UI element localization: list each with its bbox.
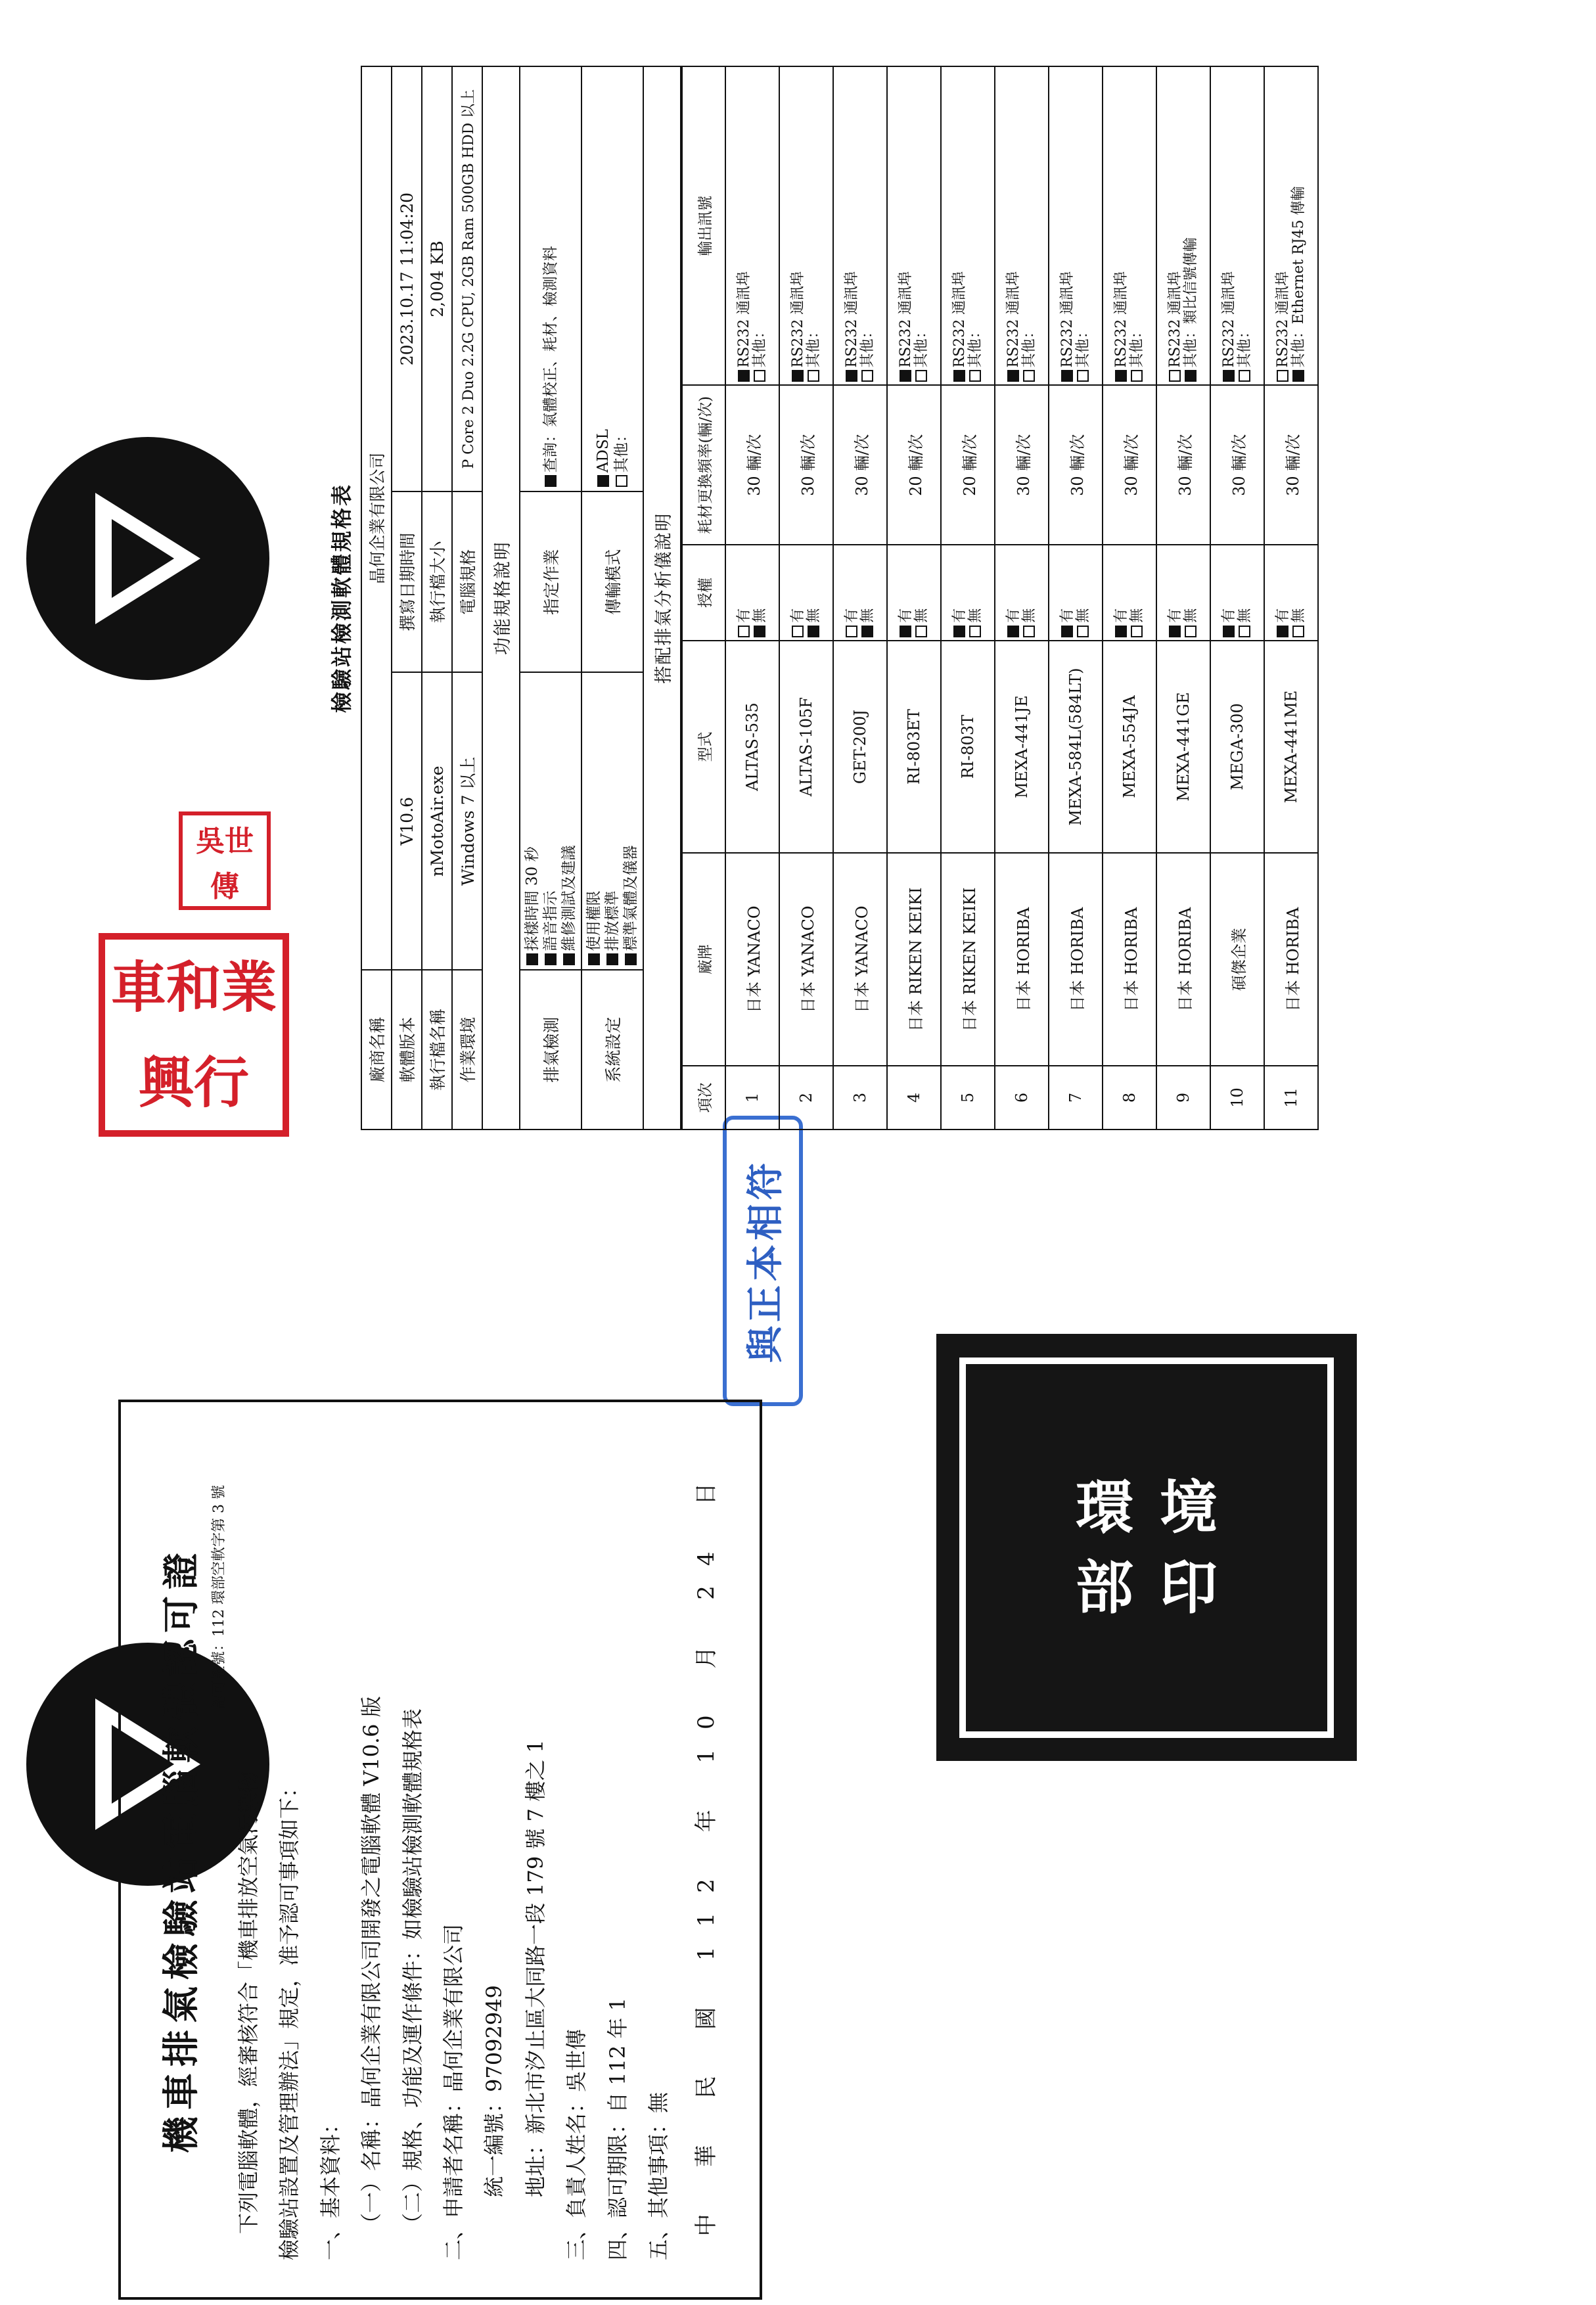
row-output [1156, 66, 1210, 385]
table-row [995, 66, 1049, 1130]
option-label: 維修測試及建議 [560, 845, 578, 951]
row-no: 11 [1264, 1066, 1318, 1130]
hw-label: 電腦規格 [452, 491, 482, 672]
row-output [1264, 66, 1318, 385]
checkbox-icon [1077, 626, 1089, 637]
row-auth: 有 無 [1103, 545, 1156, 641]
certificate-number: 認可證號：112 環部空軟字第 3 號 [211, 1485, 227, 1709]
intro-line-1: 下列電腦軟體，經審核符合「機車排放空氣污染物 [236, 1771, 261, 2234]
stamp-char: 傳 [210, 869, 239, 903]
seal-char: 環 [1075, 1472, 1133, 1541]
checkbox-icon [1061, 370, 1073, 382]
checkbox-icon [808, 626, 819, 637]
checkbox-icon [1185, 370, 1197, 382]
checkbox-icon [915, 370, 927, 382]
row-freq: 20 輛/次 [887, 385, 941, 545]
table-row [1156, 66, 1210, 1130]
checkbox-icon [1115, 370, 1127, 382]
checkbox-icon [1292, 626, 1304, 637]
output-other-label: 其他： [967, 324, 984, 368]
checkbox-icon [1277, 626, 1288, 637]
row-brand: 日本 HORIBA [995, 853, 1049, 1066]
row-brand: 日本 YANACO [725, 853, 779, 1066]
checkbox-icon [545, 953, 557, 965]
col-model: 型式 [682, 641, 725, 854]
row-freq: 30 輛/次 [1156, 385, 1210, 545]
stamp-char: 世 [225, 824, 254, 858]
row-no: 2 [779, 1066, 833, 1130]
checkbox-icon [1061, 626, 1073, 637]
row-model: MEXA-441ME [1264, 641, 1318, 854]
output-other-label: 其他： [752, 324, 769, 368]
row-brand: 日本 RIKEN KEIKI [887, 853, 941, 1066]
table-row [887, 66, 941, 1130]
certificate-frame [118, 1400, 762, 2300]
row-output [779, 66, 833, 385]
checkbox-icon [1131, 370, 1143, 382]
applicant-address: 地址：新北市汐止區大同路一段 179 號 7 樓之 1 [522, 1739, 548, 2197]
stamp-char: 業 [221, 954, 277, 1020]
output-other-label: 其他： [1237, 324, 1254, 368]
table-row [725, 66, 779, 1130]
row-model: MEXA-584L(584LT) [1049, 641, 1103, 854]
applicant-name: 二、申請者名稱：晶何企業有限公司 [440, 1923, 466, 2260]
checkbox-icon [1169, 626, 1181, 637]
output-label: RS232 通訊埠 [790, 271, 807, 368]
checkbox-icon [969, 626, 981, 637]
seal-char: 印 [1159, 1553, 1218, 1622]
spec-sheet-title: 檢驗站檢測軟體規格表 [329, 483, 354, 714]
output-other-label: 其他： [1075, 324, 1092, 368]
exe-name-value: nMotoAir.exe [422, 672, 452, 970]
row-no: 9 [1156, 1066, 1210, 1130]
checkbox-icon [1239, 370, 1250, 382]
row-output [887, 66, 941, 385]
row-output [1210, 66, 1264, 385]
row-output [1049, 66, 1103, 385]
owner-name: 三、負責人姓名：吳世傳 [564, 2028, 589, 2260]
checkbox-icon [1277, 370, 1288, 382]
system-setting-options [581, 672, 643, 970]
row-brand: 日本 HORIBA [1103, 853, 1156, 1066]
stamp-char: 車 [110, 954, 166, 1020]
row-auth: 有 無 [1210, 545, 1264, 641]
checkbox-icon [606, 953, 618, 965]
checkbox-icon [900, 626, 911, 637]
row-brand: 日本 HORIBA [1049, 853, 1103, 1066]
row-output [725, 66, 779, 385]
option-label: 採樣時間 30 秒 [524, 846, 541, 951]
version-label: 軟體版本 [392, 970, 422, 1130]
vendor-label: 廠商名稱 [361, 970, 392, 1130]
spec-sheet [325, 66, 1416, 1130]
row-auth: 有 無 [1264, 545, 1318, 641]
checkbox-icon [1223, 626, 1235, 637]
row-no: 10 [1210, 1066, 1264, 1130]
row-freq: 30 輛/次 [1210, 385, 1264, 545]
row-no: 7 [1049, 1066, 1103, 1130]
intro-line-2: 檢驗站設置及管理辦法」規定，准予認可事項如下： [277, 1776, 302, 2260]
emission-test-options [520, 672, 581, 970]
blue-verify-stamp: 與正本相符 [723, 1116, 803, 1406]
checkbox-icon [792, 626, 804, 637]
checkbox-icon [1115, 626, 1127, 637]
row-model: RI-803ET [887, 641, 941, 854]
row-freq: 20 輛/次 [941, 385, 995, 545]
col-no: 項次 [682, 1066, 725, 1130]
row-brand: 日本 YANACO [779, 853, 833, 1066]
option-label: 其他： [613, 427, 631, 473]
build-time-label: 撰寫日期時間 [392, 491, 422, 672]
checkbox-icon [754, 626, 765, 637]
exe-size-label: 執行檔大小 [422, 491, 452, 672]
row-brand: 日本 HORIBA [1156, 853, 1210, 1066]
row-no: 3 [833, 1066, 887, 1130]
table-row [1103, 66, 1156, 1130]
row-freq: 30 輛/次 [1049, 385, 1103, 545]
checkbox-icon [1023, 626, 1035, 637]
stamp-char: 行 [194, 1049, 250, 1115]
row-model: GET-200J [833, 641, 887, 854]
function-spec-header: 功能規格說明 [482, 66, 520, 1130]
checkbox-icon [900, 370, 911, 382]
output-other-label: 其他：類比信號傳輸 [1183, 237, 1200, 368]
option-label: ADSL [595, 429, 612, 473]
logo-top [26, 437, 269, 680]
version-value: V10.6 [392, 672, 422, 970]
checkbox-icon [1023, 370, 1035, 382]
exe-name-label: 執行檔名稱 [422, 970, 452, 1130]
row-brand: 日本 YANACO [833, 853, 887, 1066]
row-no: 4 [887, 1066, 941, 1130]
output-label: RS232 通訊埠 [1005, 271, 1022, 368]
output-label: RS232 通訊埠 [736, 271, 753, 368]
stamp-char: 吳 [196, 824, 225, 858]
col-output: 輸出訊號 [682, 66, 725, 385]
row-auth: 有 無 [779, 545, 833, 641]
seal-char: 境 [1159, 1472, 1218, 1541]
row-auth: 有 無 [995, 545, 1049, 641]
row-model: MEGA-300 [1210, 641, 1264, 854]
output-other-label: 其他： [1021, 324, 1038, 368]
row-freq: 30 輛/次 [1103, 385, 1156, 545]
checkbox-icon [616, 475, 627, 487]
output-label: RS232 通訊埠 [1113, 271, 1130, 368]
checkbox-icon [1007, 626, 1019, 637]
output-label: RS232 通訊埠 [1059, 271, 1076, 368]
checkbox-icon [1292, 370, 1304, 382]
checkbox-icon [1223, 370, 1235, 382]
checkbox-icon [563, 953, 575, 965]
checkbox-icon [915, 626, 927, 637]
row-auth: 有 無 [887, 545, 941, 641]
row-freq: 30 輛/次 [833, 385, 887, 545]
checkbox-icon [953, 370, 965, 382]
row-model: ALTAS-105F [779, 641, 833, 854]
analyzer-header: 搭配排氣分析儀說明 [643, 66, 681, 1130]
checkbox-icon [846, 370, 857, 382]
row-output [995, 66, 1049, 385]
row-no: 5 [941, 1066, 995, 1130]
row-output [941, 66, 995, 385]
option-label: 標準氣體及儀器 [622, 845, 640, 951]
checkbox-icon [545, 475, 557, 487]
basic-heading: 一、基本資料： [317, 2112, 343, 2260]
row-freq: 30 輛/次 [995, 385, 1049, 545]
red-company-stamp [99, 933, 289, 1137]
row-model: MEXA-554JA [1103, 641, 1156, 854]
table-row [941, 66, 995, 1130]
table-row [779, 66, 833, 1130]
certificate-title: 機車排氣檢驗站電腦軟體認可證 [160, 1546, 203, 2153]
option-label: 語音指示 [542, 890, 560, 951]
checkbox-icon [738, 626, 750, 637]
row-model: MEXA-441JE [995, 641, 1049, 854]
table-row [1210, 66, 1264, 1130]
software-name: （一）名稱：晶何企業有限公司開發之電腦軟體 V10.6 版 [359, 1696, 384, 2234]
checkbox-icon [1007, 370, 1019, 382]
row-freq: 30 輛/次 [725, 385, 779, 545]
checkbox-icon [808, 370, 819, 382]
checkbox-icon [1077, 370, 1089, 382]
row-auth: 有 無 [725, 545, 779, 641]
assigned-task-label: 指定作業 [520, 491, 581, 672]
checkbox-icon [953, 626, 965, 637]
software-info-table [361, 66, 681, 1130]
row-no: 8 [1103, 1066, 1156, 1130]
checkbox-icon [846, 626, 857, 637]
checkbox-icon [738, 370, 750, 382]
row-auth: 有 無 [833, 545, 887, 641]
other-items: 五、其他事項：無 [645, 2091, 671, 2260]
row-auth: 有 無 [1156, 545, 1210, 641]
checkbox-icon [1239, 626, 1250, 637]
assigned-task-options [520, 66, 581, 491]
row-model: RI-803T [941, 641, 995, 854]
row-model: ALTAS-535 [725, 641, 779, 854]
hw-value: P Core 2 Duo 2.2G CPU, 2GB Ram 500GB HDD 以上 [452, 66, 482, 491]
system-setting-label: 系統設定 [581, 970, 643, 1130]
output-other-label: 其他： [859, 324, 877, 368]
output-label: RS232 通訊埠 [898, 271, 915, 368]
col-brand: 廠牌 [682, 853, 725, 1066]
row-auth: 有 無 [1049, 545, 1103, 641]
applicant-uid: 統一編號：97092949 [482, 1985, 507, 2197]
output-label: RS232 通訊埠 [1167, 271, 1184, 368]
env-label: 作業環境 [452, 970, 482, 1130]
row-brand: 日本 RIKEN KEIKI [941, 853, 995, 1066]
output-other-label: 其他： [913, 324, 930, 368]
col-freq: 耗材更換頻率(輛/次) [682, 385, 725, 545]
table-row [833, 66, 887, 1130]
checkbox-icon [1169, 370, 1181, 382]
table-row [1049, 66, 1103, 1130]
transfer-mode-options [581, 66, 643, 491]
stamp-char: 興 [138, 1049, 194, 1115]
row-model: MEXA-441GE [1156, 641, 1210, 854]
checkbox-icon [597, 475, 609, 487]
row-brand: 碩傑企業 [1210, 853, 1264, 1066]
checkbox-icon [861, 626, 873, 637]
stamp-char: 和 [166, 954, 221, 1020]
option-label: 排放標準 [604, 890, 622, 951]
col-auth: 授權 [682, 545, 725, 641]
spec-reference: （二）規格、功能及運作條件：如檢驗站檢測軟體規格表 [399, 1708, 425, 2234]
option-label: 查詢：氣體校正、耗材、檢測資料 [542, 246, 560, 473]
output-label: RS232 通訊埠 [951, 271, 969, 368]
checkbox-icon [1131, 626, 1143, 637]
validity-period: 四、認可期限：自 112 年 1 [604, 1997, 630, 2260]
transfer-mode-label: 傳輸模式 [581, 491, 643, 672]
output-other-label: 其他： [806, 324, 823, 368]
exe-size-value: 2,004 KB [422, 66, 452, 491]
table-row [1264, 66, 1318, 1130]
vendor-value: 晶何企業有限公司 [361, 66, 392, 970]
row-freq: 30 輛/次 [1264, 385, 1318, 545]
build-time-value: 2023.10.17 11:04:20 [392, 66, 422, 491]
env-value: Windows 7 以上 [452, 672, 482, 970]
output-label: RS232 通訊埠 [1275, 271, 1292, 368]
checkbox-icon [625, 953, 637, 965]
output-other-label: 其他：Ethernet RJ45 傳輸 [1290, 186, 1308, 368]
row-auth: 有 無 [941, 545, 995, 641]
checkbox-icon [792, 370, 804, 382]
checkbox-icon [754, 370, 765, 382]
official-seal [936, 1334, 1357, 1761]
row-no: 1 [725, 1066, 779, 1130]
checkbox-icon [1185, 626, 1197, 637]
checkbox-icon [526, 953, 538, 965]
output-other-label: 其他： [1129, 324, 1146, 368]
issue-date: 中 華 民 國 112 年 10 月 24 日 [693, 1463, 720, 2237]
row-output [833, 66, 887, 385]
output-label: RS232 通訊埠 [1221, 271, 1238, 368]
checkbox-icon [588, 953, 600, 965]
analyzer-table [681, 66, 1319, 1130]
checkbox-icon [861, 370, 873, 382]
row-no: 6 [995, 1066, 1049, 1130]
checkbox-icon [969, 370, 981, 382]
option-label: 使用權限 [585, 890, 603, 951]
row-freq: 30 輛/次 [779, 385, 833, 545]
red-owner-stamp [179, 811, 271, 910]
output-label: RS232 通訊埠 [844, 271, 861, 368]
emission-test-label: 排氣檢測 [520, 970, 581, 1130]
seal-char: 部 [1075, 1553, 1133, 1622]
row-output [1103, 66, 1156, 385]
row-brand: 日本 HORIBA [1264, 853, 1318, 1066]
